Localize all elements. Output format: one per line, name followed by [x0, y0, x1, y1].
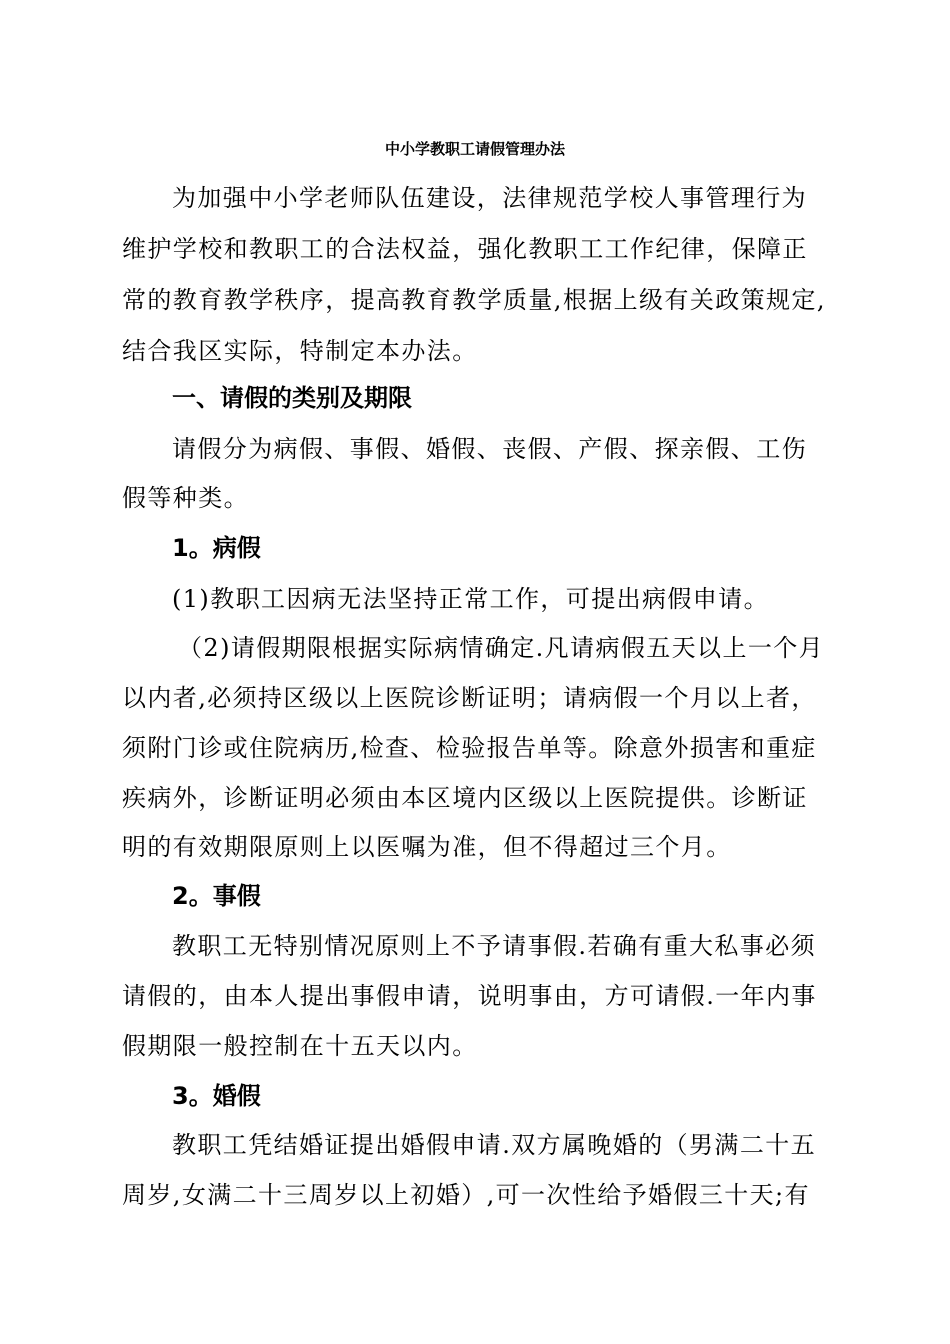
intro-line-4: 结合我区实际，特制定本办法。	[122, 337, 478, 365]
intro-line-3: 常的教育教学秩序，提高教育教学质量,根据上级有关政策规定,	[122, 286, 826, 314]
section1-heading: 一、请假的类别及期限	[172, 384, 412, 412]
intro-line-2: 维护学校和教职工的合法权益，强化教职工工作纪律，保障正	[122, 235, 808, 263]
section1-line-2: 假等种类。	[122, 484, 249, 512]
item3-line-1: 教职工凭结婚证提出婚假申请.双方属晚婚的（男满二十五	[172, 1131, 817, 1159]
item1-line-6: 明的有效期限原则上以医嘱为准，但不得超过三个月。	[122, 833, 732, 861]
item3-heading: 3。婚假	[172, 1082, 261, 1110]
section1-line-1: 请假分为病假、事假、婚假、丧假、产假、探亲假、工伤	[172, 435, 807, 463]
item2-heading: 2。事假	[172, 882, 261, 910]
item1-heading: 1。病假	[172, 534, 261, 562]
item2-line-1: 教职工无特别情况原则上不予请事假.若确有重大私事必须	[172, 932, 817, 960]
item2-line-3: 假期限一般控制在十五天以内。	[122, 1032, 478, 1060]
item1-line-4: 须附门诊或住院病历,检查、检验报告单等。除意外损害和重症	[122, 734, 817, 762]
item2-line-2: 请假的，由本人提出事假申请，说明事由，方可请假.一年内事	[122, 982, 817, 1010]
item1-line-3: 以内者,必须持区级以上医院诊断证明；请病假一个月以上者，	[122, 684, 817, 712]
item3-line-2: 周岁,女满二十三周岁以上初婚）,可一次性给予婚假三十天;有	[122, 1181, 810, 1209]
intro-line-1: 为加强中小学老师队伍建设，法律规范学校人事管理行为	[172, 184, 807, 212]
item1-line-2: （2)请假期限根据实际病情确定.凡请病假五天以上一个月	[178, 634, 825, 662]
item1-line-5: 疾病外，诊断证明必须由本区境内区级以上医院提供。诊断证	[122, 784, 808, 812]
item1-line-1: (1)教职工因病无法坚持正常工作，可提出病假申请。	[172, 585, 769, 613]
document-title: 中小学教职工请假管理办法	[384, 140, 565, 158]
